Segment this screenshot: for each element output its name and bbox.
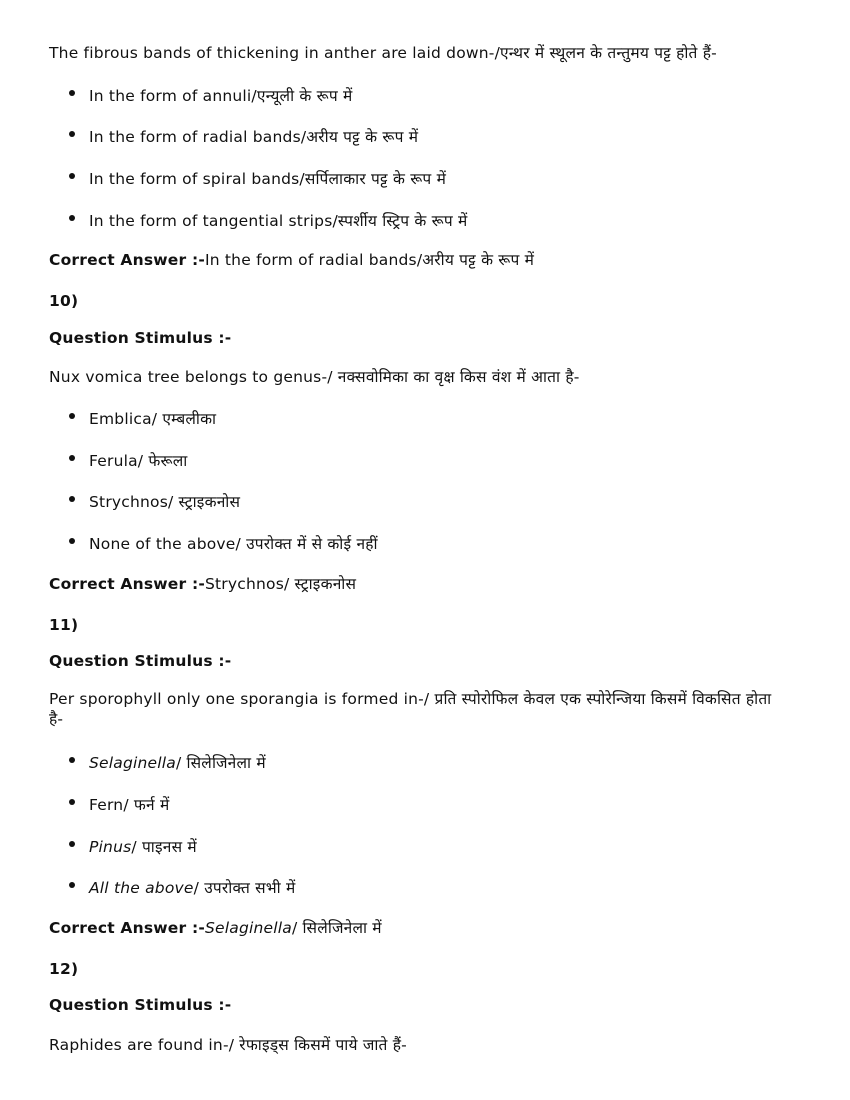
question-number: 10): [49, 292, 79, 310]
bullet-icon: [69, 413, 75, 419]
correct-answer-label: Correct Answer :-: [49, 919, 205, 937]
question-number: 11): [49, 616, 79, 634]
bullet-icon: [69, 882, 75, 888]
bullet-icon: [69, 538, 75, 544]
question-stem: Nux vomica tree belongs to genus-/ नक्सवोमिका का वृक्ष किस वंश में आता है-: [49, 368, 580, 386]
bullet-icon: [69, 496, 75, 502]
answer-option: [89, 167, 446, 189]
answer-option: [89, 490, 240, 512]
answer-option: [89, 407, 216, 429]
bullet-icon: [69, 90, 75, 96]
answer-option: [89, 751, 266, 773]
option-text: In the form of tangential strips/स्पर्शीय स्ट्रिप के रूप में: [89, 212, 468, 230]
correct-answer-italic-text: Selaginella: [204, 919, 292, 937]
bullet-icon: [69, 799, 75, 805]
answer-option: [89, 84, 352, 106]
option-text: / उपरोक्त सभी में: [193, 879, 296, 897]
bullet-icon: [69, 131, 75, 137]
option-text: In the form of radial bands/अरीय पट्ट के रूप में: [89, 128, 419, 146]
option-text: None of the above/ उपरोक्त में से कोई नहीं: [89, 535, 378, 553]
bullet-icon: [69, 841, 75, 847]
answer-option: [89, 125, 418, 147]
question-number: 12): [49, 960, 79, 978]
correct-answer-text: / सिलेजिनेला में: [291, 919, 382, 937]
answer-option: [89, 209, 467, 231]
answer-option: [89, 793, 169, 815]
option-text: In the form of annuli/एन्यूली के रूप में: [89, 87, 353, 105]
bullet-icon: [69, 215, 75, 221]
option-text: Strychnos/ स्ट्राइकनोस: [89, 493, 241, 511]
question-stimulus-label: Question Stimulus :-: [49, 996, 232, 1014]
answer-option: [89, 876, 296, 898]
option-italic-text: All the above: [89, 879, 194, 897]
option-italic-text: Pinus: [89, 838, 132, 856]
option-italic-text: Selaginella: [89, 754, 176, 772]
bullet-icon: [69, 173, 75, 179]
correct-answer-label: Correct Answer :-: [49, 575, 205, 593]
correct-answer: [49, 248, 534, 270]
bullet-icon: [69, 757, 75, 763]
correct-answer-text: Strychnos/ स्ट्राइकनोस: [204, 575, 357, 593]
question-stimulus-label: Question Stimulus :-: [49, 652, 232, 670]
option-text: In the form of spiral bands/सर्पिलाकार पट्ट के रूप में: [89, 170, 447, 188]
option-text: Emblica/ एम्बलीका: [89, 410, 217, 428]
option-text: / सिलेजिनेला में: [176, 754, 266, 772]
answer-option: [89, 835, 197, 857]
answer-option: [89, 532, 378, 554]
correct-answer-label: Correct Answer :-: [49, 251, 205, 269]
question-stem: Per sporophyll only one sporangia is formed in-/ प्रति स्पोरोफिल केवल एक स्पोरेन्जिया किसमें विकसित होता है-: [49, 690, 772, 728]
bullet-icon: [69, 455, 75, 461]
question-stem: The fibrous bands of thickening in anther are laid down-/एन्थर में स्थूलन के तन्तुमय पट्ट होते हैं-: [49, 44, 717, 62]
option-text: / पाइनस में: [131, 838, 197, 856]
option-text: Fern/ फर्न में: [89, 796, 170, 814]
correct-answer-text: In the form of radial bands/अरीय पट्ट के रूप में: [204, 251, 535, 269]
option-text: Ferula/ फेरूला: [89, 452, 188, 470]
question-stimulus-label: Question Stimulus :-: [49, 329, 232, 347]
question-stem: Raphides are found in-/ रेफाइड्स किसमें पाये जाते हैं-: [49, 1036, 407, 1054]
correct-answer: [49, 916, 382, 938]
answer-option: [89, 449, 187, 471]
correct-answer: [49, 572, 356, 594]
